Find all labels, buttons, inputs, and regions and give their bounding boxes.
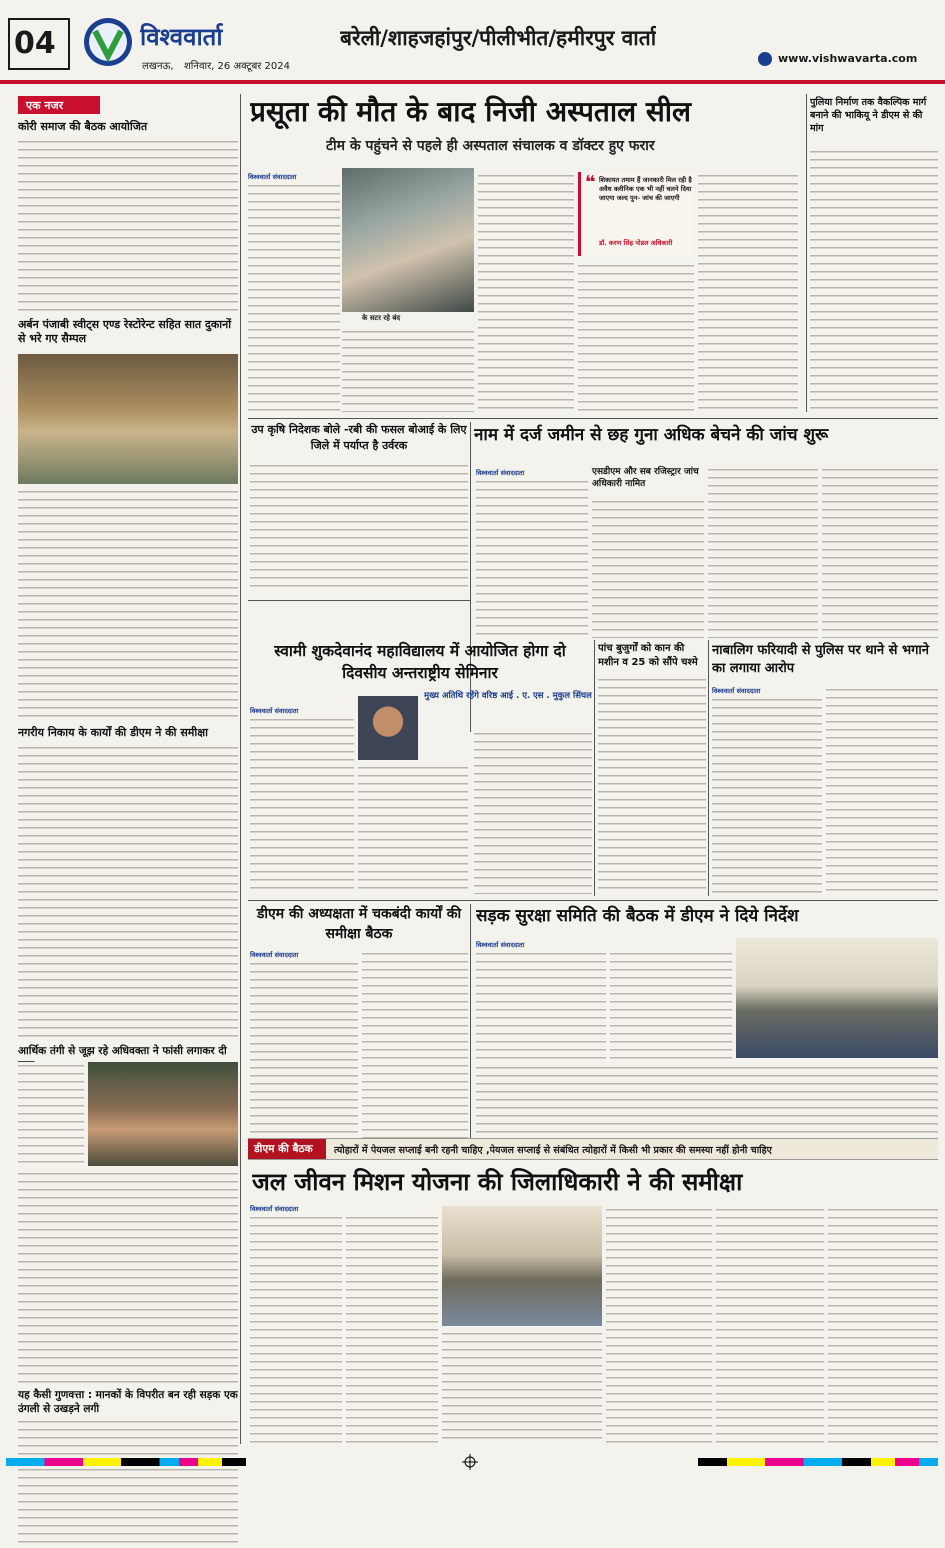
edition-title: बरेली/शाहजहांपुर/पीलीभीत/हमीरपुर वार्ता (340, 26, 657, 50)
agri-headline: उप कृषि निदेशक बोले -रबी की फसल बोआई के लिए जिले में पर्याप्त है उर्वरक (251, 423, 467, 452)
jal-text-4 (606, 1206, 712, 1444)
camp-divider (594, 640, 595, 896)
row2-rule (248, 600, 470, 601)
header-rule-red (0, 80, 945, 84)
jal-byline: विश्ववार्ता संवाददाता (250, 1205, 299, 1213)
jal-headline: जल जीवन मिशन योजना की जिलाधिकारी ने की समीक्षा (252, 1168, 743, 1196)
consolidation-headline: डीएम की अध्यक्षता में चकबंदी कार्यों की समीक्षा बैठक (256, 906, 462, 942)
main-text-col3 (478, 172, 574, 412)
jal-meeting-photo (442, 1206, 602, 1326)
left-h3: नगरीय निकाय के कार्यों की डीएम ने की समीक्षा (18, 726, 208, 739)
consolidation-text-2 (362, 950, 468, 1160)
road-safety-byline: विश्ववार्ता संवाददाता (476, 941, 525, 949)
seminar-text-2 (358, 764, 468, 894)
main-subhead: टीम के पहुंचने से पहले ही अस्पताल संचालक व डॉक्टर हुए फरार (326, 138, 655, 154)
jal-text-3 (442, 1330, 602, 1444)
agri-divider (470, 422, 471, 732)
jal-text-2 (346, 1214, 438, 1444)
land-text-4 (822, 466, 938, 638)
road-safety-text-3 (476, 1064, 938, 1134)
color-bar-right (698, 1458, 938, 1466)
page-number: 04 (14, 26, 56, 61)
minor-headline: नाबालिग फरियादी से पुलिस पर थाने से भगाने का लगाया आरोप (712, 643, 929, 676)
left-h1: कोरी समाज की बैठक आयोजित (18, 120, 148, 133)
clinic-photo (342, 168, 474, 312)
road-safety-headline: सड़क सुरक्षा समिति की बैठक में डीएम ने दिये निर्देश (476, 906, 799, 926)
seminar-text-3 (474, 730, 592, 894)
strip-label: डीएम की बैठक (254, 1143, 313, 1155)
camp-headline: पांच बुजुर्गों को कान की मशीन व 25 को सौंपे चश्मे (598, 643, 698, 668)
seminar-text-1 (250, 716, 354, 894)
section-label-text: एक नजर (26, 99, 64, 112)
land-byline: विश्ववार्ता संवाददाता (476, 469, 525, 477)
consolidation-divider (470, 904, 471, 1160)
meeting-strip (248, 1138, 938, 1160)
left-text-6 (18, 1418, 238, 1548)
road-safety-text-1 (476, 950, 606, 1060)
minor-divider (708, 640, 709, 896)
meeting-photo (736, 938, 938, 1058)
left-text-5 (18, 1170, 238, 1384)
minor-text-2 (826, 686, 938, 894)
land-text-1 (476, 478, 588, 638)
crowd-photo (88, 1062, 238, 1166)
main-text-col2 (342, 328, 474, 412)
strip-text: त्योहारों में पेयजल सप्लाई बनी रहनी चाहिए ,पेयजल सप्लाई से संबंधित त्योहारों में किसी भी प्रकार की समस्या नहीं होनी चाहिए (334, 1145, 772, 1156)
consolidation-text-1 (250, 960, 358, 1160)
edition-date: शनिवार, 26 अक्टूबर 2024 (184, 61, 290, 72)
land-text-2 (592, 498, 704, 638)
road-safety-text-2 (610, 950, 732, 1060)
minor-text-1 (712, 696, 822, 894)
left-text-2 (18, 488, 238, 722)
left-divider (240, 94, 241, 1444)
seminar-headline: स्वामी शुकदेवानंद महाविद्यालय में आयोजित होगा दो दिवसीय अन्तराष्ट्रीय सेमिनार (274, 642, 566, 682)
color-bar-left (6, 1458, 246, 1466)
shop-photo (18, 354, 238, 484)
right-top-headline: पुलिया निर्माण तक वैकल्पिक मार्ग बनाने की भाकियू ने डीएम से की मांग (810, 97, 927, 134)
web-icon (758, 52, 772, 66)
section-label (18, 96, 100, 114)
main-text-col4 (578, 262, 694, 412)
edition-city: लखनऊ, (142, 61, 174, 72)
seminar-photo-caption: मुख्य अतिथि रहेंगे वरिष्ठ आई . ए. एस . मुकुल सिंघल (424, 691, 592, 701)
quote-box (578, 172, 694, 256)
left-h2: अर्बन पंजाबी स्वीट्स एण्ड रेस्टोरेन्ट सहित सात दुकानों से भरे गए सैम्पल (18, 318, 232, 345)
page-header (0, 0, 945, 86)
brand-name: विश्ववार्ता (140, 23, 223, 51)
guest-photo (358, 696, 418, 760)
quote-text: शिकायत तमाम हैं जानकारी मिल रही है अवैध क्लीनिक एक भी नहीं चलने दिया जाएगा जल्द पुन- जांच की जाएगी (599, 176, 692, 202)
left-text-1 (18, 138, 238, 314)
jal-text-6 (828, 1206, 938, 1444)
row1-rule (248, 418, 938, 419)
camp-text-1 (598, 676, 706, 894)
clinic-photo-caption: के सटर रहे बंद (362, 314, 401, 322)
land-pullquote: एसडीएम और सब रजिस्ट्रार जांच अधिकारी नामित (592, 467, 699, 489)
quote-mark-icon: ❝ (585, 172, 596, 193)
land-headline: नाम में दर्ज जमीन से छह गुना अधिक बेचने की जांच शुरू (474, 425, 829, 445)
main-text-col5 (698, 172, 798, 412)
website[interactable]: www.vishwavarta.com (778, 52, 918, 65)
main-headline: प्रसूता की मौत के बाद निजी अस्पताल सील (250, 95, 692, 128)
minor-byline: विश्ववार्ता संवाददाता (712, 687, 761, 695)
registration-mark-icon (462, 1454, 478, 1470)
main-byline: विश्ववार्ता संवाददाता (248, 173, 297, 181)
right-top-text (810, 148, 938, 412)
main-text-col1 (248, 182, 340, 412)
left-text-4 (18, 1062, 84, 1166)
left-column (8, 92, 238, 1452)
land-text-3 (708, 466, 818, 638)
left-h5: यह कैसी गुणवत्ता : मानकों के विपरीत बन रही सड़क एक उंगली से उखड़ने लगी (18, 1389, 238, 1415)
left-h4: आर्थिक तंगी से जूझ रहे अधिवक्ता ने फांसी लगाकर दी (18, 1045, 227, 1057)
brand-logo-icon (82, 16, 134, 68)
jal-text-1 (250, 1214, 342, 1444)
left-text-3 (18, 744, 238, 1040)
row3-rule (248, 900, 938, 901)
quote-attribution: डॉ. करण सिंह नोडल अधिकारी (599, 239, 673, 247)
right-divider (806, 94, 807, 412)
seminar-byline: विश्ववार्ता संवाददाता (250, 707, 299, 715)
agri-text (250, 462, 468, 592)
jal-text-5 (716, 1206, 824, 1444)
consolidation-byline: विश्ववार्ता संवाददाता (250, 951, 299, 959)
